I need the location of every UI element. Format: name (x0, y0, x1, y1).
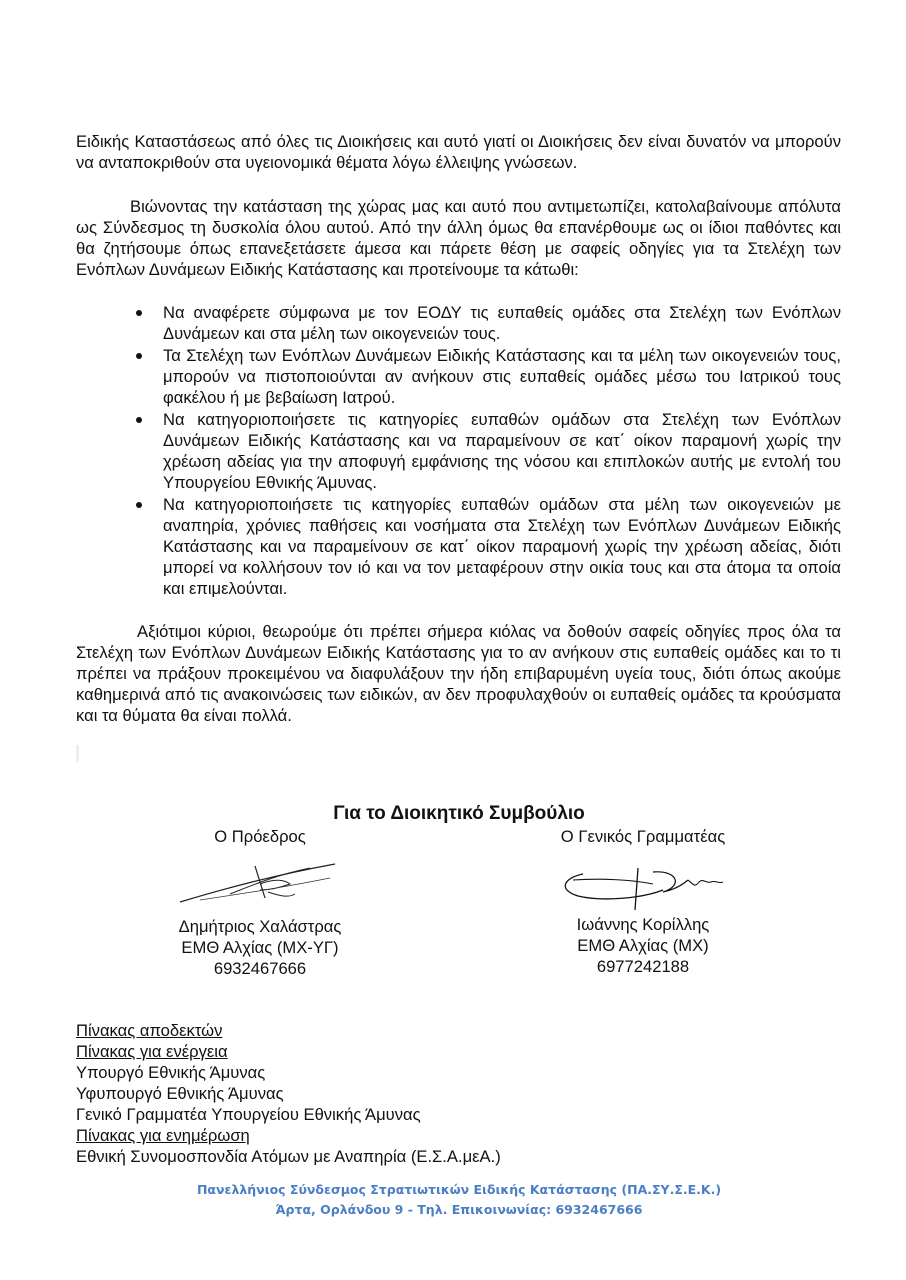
secretary-name: Ιωάννης Κορίλλης (576, 915, 710, 934)
president-role: Ο Πρόεδρος (214, 827, 306, 846)
footer-organization: Πανελλήνιος Σύνδεσμος Στρατιωτικών Ειδικής Κατάστασης (ΠΑ.ΣΥ.Σ.Ε.Κ.) (196, 1182, 722, 1197)
recipients-heading: Πίνακας αποδεκτών (76, 1021, 223, 1040)
paragraph-intro: Ειδικής Καταστάσεως από όλες τις Διοικήσεις και αυτό γιατί οι Διοικήσεις δεν είναι δυνατόν να μπορούν να ανταποκριθούν στα υγειονομικά θέματα λόγω έλλειψης γνώσεων. (76, 132, 841, 172)
secretary-signature-icon (543, 850, 743, 914)
president-signature-icon (160, 854, 360, 914)
paragraph-closing: Αξιότιμοι κύριοι, θεωρούμε ότι πρέπει σήμερα κιόλας να δοθούν σαφείς οδηγίες προς όλα τα Στελέχη των Ενόπλων Δυνάμεων Ειδικής Κατάστασης για το αν ανήκουν στις ευπαθείς ομάδες και το τι πρέπει να πράξουν προκειμένου να διαφυλάξουν την ήδη επιβαρυμένη υγεία τους, διότι όπως ακούμε καθημερινά από τις ανακοινώσεις των ειδικών, αν δεν προφυλαχθούν οι ευπαθείς ομάδες τα κρούσματα και τα θύματα θα είναι πολλά. (76, 622, 841, 725)
president-details (160, 916, 360, 979)
proposal-list (163, 302, 841, 600)
president-name: Δημήτριος Χαλάστρας (178, 917, 342, 936)
list-item-text: Να κατηγοριοποιήσετε τις κατηγορίες ευπαθών ομάδων στα Στελέχη των Ενόπλων Δυνάμεων Ειδικής Κατάστασης και να παραμείνουν σε κατ΄ οίκον παραμονή χωρίς την χρέωση αδείας για την αποφυγή εμφάνισης της νόσου και επιπλοκών αυτής με εντολή του Υπουργείου Εθνικής Άμυνας. (163, 410, 841, 492)
president-signature-block (160, 826, 360, 986)
footer-contact: Άρτα, Ορλάνδου 9 - Τηλ. Επικοινωνίας: 6932467666 (275, 1202, 643, 1217)
bullet-icon (136, 502, 142, 508)
info-heading: Πίνακας για ενημέρωση (76, 1126, 250, 1145)
list-item (163, 409, 841, 493)
recipient-item: Υπουργό Εθνικής Άμυνας (76, 1063, 266, 1082)
council-title: Για το Διοικητικό Συμβούλιο (333, 803, 585, 824)
list-item (163, 345, 841, 408)
bullet-icon (136, 353, 142, 359)
paragraph-request: Βιώνοντας την κατάσταση της χώρας μας και αυτό που αντιμετωπίζει, κατολαβαίνουμε απόλυτα ως Σύνδεσμος τη δυσκολία όλου αυτού. Από την άλλη όμως θα επανέρθουμε ως οι ίδιοι παθόντες και θα ζητήσουμε όπως επανεξετάσετε άμεσα και πάρετε θέση με σαφείς οδηγίες για τα Στελέχη των Ενόπλων Δυνάμεων Ειδικής Κατάστασης και προτείνουμε τα κάτωθι: (76, 197, 841, 279)
recipients-section (76, 1020, 501, 1167)
list-item-text: Τα Στελέχη των Ενόπλων Δυνάμεων Ειδικής Κατάστασης και τα μέλη των οικογενειών τους, μπορούν να πιστοποιούνται αν ανήκουν στις ευπαθείς ομάδες μέσω του Ιατρικού τους φακέλου ή με βεβαίωση Ιατρού. (163, 346, 841, 407)
president-rank: ΕΜΘ Αλχίας (ΜΧ-ΥΓ) (181, 938, 339, 957)
list-item-text: Να αναφέρετε σύμφωνα με τον ΕΟΔΥ τις ευπαθείς ομάδες στα Στελέχη των Ενόπλων Δυνάμεων και στα μέλη των οικογενειών τους. (163, 303, 841, 343)
list-item (163, 302, 841, 344)
secretary-signature-block (543, 826, 743, 986)
bullet-icon (136, 310, 142, 316)
recipient-item: Γενικό Γραμματέα Υπουργείου Εθνικής Άμυνας (76, 1105, 421, 1124)
recipient-item: Υφυπουργό Εθνικής Άμυνας (76, 1084, 284, 1103)
bullet-icon (136, 417, 142, 423)
list-item-text: Να κατηγοριοποιήσετε τις κατηγορίες ευπαθών ομάδων στα μέλη των οικογενειών με αναπηρία, χρόνιες παθήσεις και νοσήματα στα Στελέχη των Ενόπλων Δυνάμεων Ειδικής Κατάστασης και να παραμείνουν σε κατ΄ οίκον παραμονή χωρίς την χρέωση αδείας, διότι μπορεί να κολλήσουν τον ιό και να τον μεταφέρουν στην οικία τους και στα άτομα τα οποία και επιμελούνται. (163, 495, 841, 598)
list-item (163, 494, 841, 599)
secretary-details (543, 914, 743, 977)
recipient-item: Εθνική Συνομοσπονδία Ατόμων με Αναπηρία (Ε.Σ.Α.μεΑ.) (76, 1147, 501, 1166)
secretary-phone: 6977242188 (596, 957, 690, 976)
secretary-rank: ΕΜΘ Αλχίας (ΜΧ) (577, 936, 709, 955)
action-heading: Πίνακας για ενέργεια (76, 1042, 228, 1061)
scan-mark (76, 745, 79, 762)
president-phone: 6932467666 (213, 959, 307, 978)
secretary-role: Ο Γενικός Γραμματέας (560, 827, 726, 846)
